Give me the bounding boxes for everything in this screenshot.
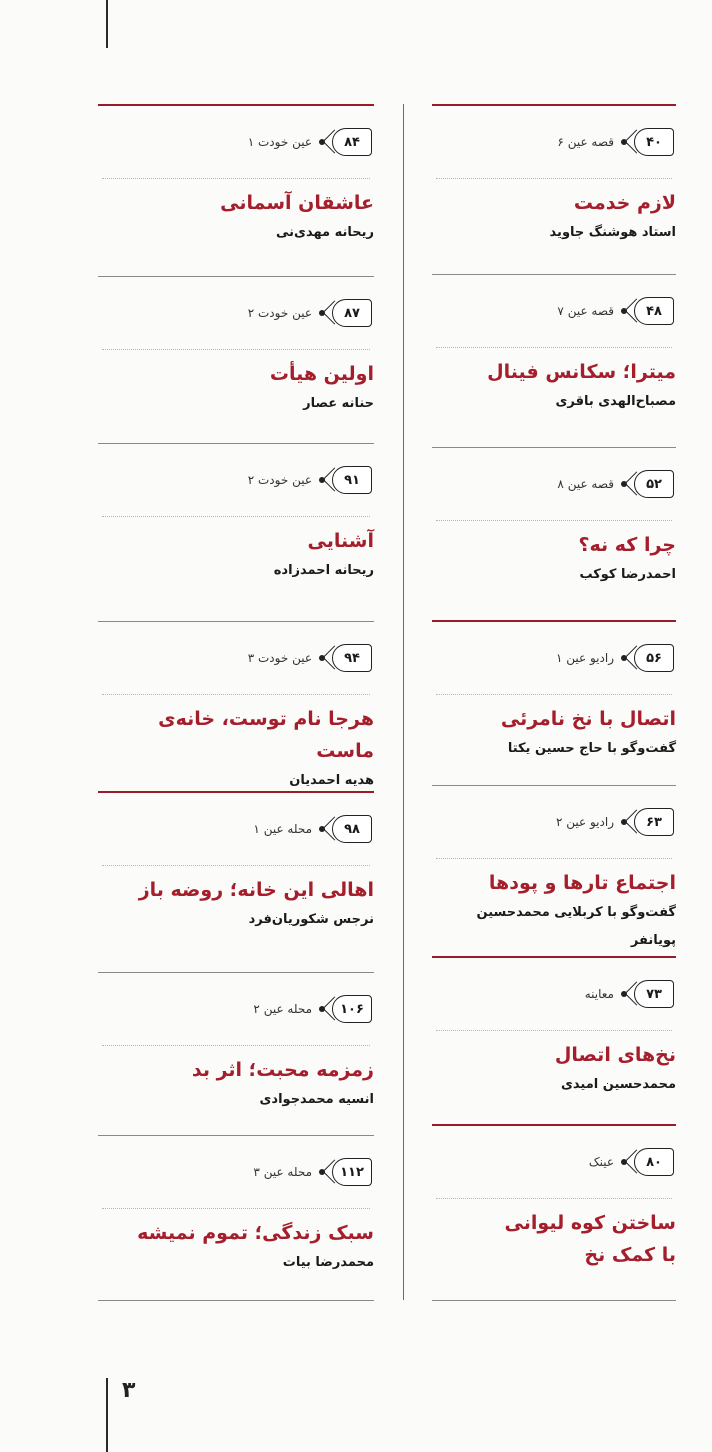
article-title[interactable]: اهالی این خانه؛ روضه باز bbox=[138, 879, 374, 901]
section-label: عین خودت ۱ bbox=[247, 135, 312, 149]
toc-entry[interactable] bbox=[432, 274, 676, 447]
page-number-text: ۱۱۲ bbox=[340, 1164, 364, 1180]
article-author: هدیه احمدیان bbox=[289, 773, 374, 788]
toc-entry[interactable] bbox=[432, 956, 676, 1124]
section-label: قصه عین ۸ bbox=[557, 477, 614, 491]
toc-entry[interactable] bbox=[98, 972, 374, 1135]
page-number-text: ۱۰۶ bbox=[340, 1001, 364, 1017]
bullet-icon bbox=[319, 1006, 325, 1012]
entry-meta bbox=[98, 277, 374, 349]
page-number-text: ۷۳ bbox=[646, 986, 662, 1002]
article-author: گفت‌وگو با حاج حسین یکتا bbox=[507, 741, 676, 756]
page-number-badge[interactable] bbox=[332, 995, 372, 1023]
page-number: ۳ bbox=[122, 1378, 136, 1403]
page-number-text: ۹۸ bbox=[344, 821, 360, 837]
page-number-badge[interactable] bbox=[332, 299, 372, 327]
article-title[interactable]: اولین هیأت bbox=[269, 363, 374, 385]
page-number-badge[interactable] bbox=[634, 1148, 674, 1176]
article-author: ریحانه مهدی‌نی bbox=[276, 225, 374, 240]
page-number-text: ۴۸ bbox=[646, 303, 662, 319]
article-title-line-2[interactable]: با کمک نخ bbox=[584, 1244, 676, 1266]
toc-entry[interactable] bbox=[98, 276, 374, 443]
entry-body bbox=[432, 1031, 676, 1099]
article-title[interactable]: نخ‌های اتصال bbox=[554, 1044, 676, 1066]
article-title[interactable]: اتصال با نخ نامرئی bbox=[500, 708, 676, 730]
article-title[interactable]: میترا؛ سکانس فینال bbox=[487, 361, 676, 383]
entry-body bbox=[432, 695, 676, 763]
page-number-text: ۸۷ bbox=[344, 305, 360, 321]
page-number-badge[interactable] bbox=[332, 1158, 372, 1186]
entry-meta bbox=[98, 444, 374, 516]
section-rule-end bbox=[432, 1300, 676, 1301]
section-label: قصه عین ۶ bbox=[557, 135, 614, 149]
toc-entry[interactable] bbox=[432, 104, 676, 274]
page-number-badge[interactable] bbox=[634, 808, 674, 836]
entry-body bbox=[432, 179, 676, 247]
article-title[interactable]: اجتماع تارها و پودها bbox=[488, 872, 676, 894]
article-title[interactable]: آشنایی bbox=[307, 530, 374, 552]
bullet-icon bbox=[621, 1159, 627, 1165]
spine-line-bottom bbox=[106, 1378, 108, 1452]
section-label: قصه عین ۷ bbox=[557, 304, 614, 318]
article-author: محمدرضا بیات bbox=[282, 1255, 374, 1270]
section-label: محله عین ۲ bbox=[253, 1002, 312, 1016]
article-author: ریحانه احمدزاده bbox=[273, 563, 374, 578]
article-author: انسیه محمدجوادی bbox=[259, 1092, 374, 1107]
toc-entry[interactable] bbox=[98, 443, 374, 621]
bullet-icon bbox=[621, 139, 627, 145]
entry-body bbox=[98, 1209, 374, 1277]
bullet-icon bbox=[319, 1169, 325, 1175]
section-label: عین خودت ۳ bbox=[247, 651, 312, 665]
article-author: گفت‌وگو با کربلایی محمدحسین پویانفر bbox=[476, 905, 676, 948]
article-author: نرجس شکوریان‌فرد bbox=[248, 912, 374, 927]
entry-body bbox=[432, 348, 676, 416]
article-author: مصباح‌الهدی باقری bbox=[555, 394, 676, 409]
section-label: عینک bbox=[588, 1155, 614, 1169]
entry-body bbox=[98, 179, 374, 247]
toc-entry[interactable] bbox=[432, 447, 676, 620]
page-number-badge[interactable] bbox=[332, 644, 372, 672]
toc-column-right bbox=[432, 104, 676, 1301]
section-label: معاینه bbox=[584, 987, 614, 1001]
article-title[interactable]: چرا که نه؟ bbox=[578, 534, 676, 556]
page-number-badge[interactable] bbox=[634, 470, 674, 498]
page-number-text: ۵۲ bbox=[646, 476, 662, 492]
entry-body bbox=[432, 521, 676, 589]
entry-meta bbox=[98, 973, 374, 1045]
toc-entry[interactable] bbox=[432, 785, 676, 956]
entry-body bbox=[98, 866, 374, 934]
column-divider bbox=[403, 104, 404, 1300]
toc-entry[interactable] bbox=[98, 791, 374, 972]
toc-entry[interactable] bbox=[432, 1124, 676, 1300]
bullet-icon bbox=[319, 310, 325, 316]
entry-meta bbox=[98, 793, 374, 865]
entry-body bbox=[432, 1199, 676, 1271]
entry-body bbox=[432, 859, 676, 955]
entry-meta bbox=[98, 106, 374, 178]
toc-column-left bbox=[98, 104, 374, 1301]
entry-meta bbox=[98, 1136, 374, 1208]
section-rule-end bbox=[98, 1300, 374, 1301]
article-title[interactable]: لازم خدمت bbox=[573, 192, 676, 214]
bullet-icon bbox=[319, 655, 325, 661]
bullet-icon bbox=[621, 655, 627, 661]
page-number-text: ۴۰ bbox=[646, 134, 662, 150]
section-label: رادیو عین ۲ bbox=[555, 815, 614, 829]
entry-meta bbox=[432, 275, 676, 347]
bullet-icon bbox=[319, 477, 325, 483]
article-title[interactable]: زمزمه محبت؛ اثر بد bbox=[191, 1059, 374, 1081]
article-author: استاد هوشنگ جاوید bbox=[549, 225, 676, 240]
section-label: محله عین ۱ bbox=[253, 822, 312, 836]
page-number-text: ۹۴ bbox=[344, 650, 360, 666]
page-number-text: ۸۰ bbox=[646, 1154, 662, 1170]
bullet-icon bbox=[319, 826, 325, 832]
page-number-badge[interactable] bbox=[634, 297, 674, 325]
section-label: محله عین ۳ bbox=[253, 1165, 312, 1179]
entry-meta bbox=[432, 106, 676, 178]
page-number-text: ۹۱ bbox=[344, 472, 360, 488]
page-number-badge[interactable] bbox=[634, 128, 674, 156]
entry-body bbox=[98, 517, 374, 585]
section-label: رادیو عین ۱ bbox=[555, 651, 614, 665]
toc-entry[interactable] bbox=[432, 620, 676, 785]
page-number-badge[interactable] bbox=[634, 980, 674, 1008]
article-author: احمدرضا کوکب bbox=[579, 567, 676, 582]
bullet-icon bbox=[621, 308, 627, 314]
entry-meta bbox=[432, 1126, 676, 1198]
toc-entry[interactable] bbox=[98, 621, 374, 791]
section-label: عین خودت ۲ bbox=[247, 473, 312, 487]
page-number-text: ۶۳ bbox=[646, 814, 662, 830]
entry-body bbox=[98, 350, 374, 418]
page-number-text: ۵۶ bbox=[646, 650, 662, 666]
entry-body bbox=[98, 1046, 374, 1114]
toc-entry[interactable] bbox=[98, 1135, 374, 1300]
page-number-badge[interactable] bbox=[332, 466, 372, 494]
bullet-icon bbox=[621, 481, 627, 487]
article-title[interactable]: هرجا نام توست، خانه‌ی ماست bbox=[158, 708, 374, 762]
entry-body bbox=[98, 695, 374, 795]
section-label: عین خودت ۲ bbox=[247, 306, 312, 320]
bullet-icon bbox=[319, 139, 325, 145]
page-number-badge[interactable] bbox=[332, 128, 372, 156]
article-author: حنانه عصار bbox=[303, 396, 374, 411]
page-number-badge[interactable] bbox=[332, 815, 372, 843]
article-title[interactable]: ساختن کوه لیوانی bbox=[504, 1212, 676, 1234]
page-number-badge[interactable] bbox=[634, 644, 674, 672]
bullet-icon bbox=[621, 991, 627, 997]
entry-meta bbox=[432, 786, 676, 858]
article-title[interactable]: سبک زندگی؛ تموم نمیشه bbox=[137, 1222, 374, 1244]
entry-meta bbox=[98, 622, 374, 694]
article-author: محمدحسین امیدی bbox=[560, 1077, 676, 1092]
entry-meta bbox=[432, 622, 676, 694]
bullet-icon bbox=[621, 819, 627, 825]
entry-meta bbox=[432, 958, 676, 1030]
spine-line-top bbox=[106, 0, 108, 48]
page-number-text: ۸۴ bbox=[344, 134, 360, 150]
toc-entry[interactable] bbox=[98, 104, 374, 276]
article-title[interactable]: عاشقان آسمانی bbox=[220, 192, 374, 214]
entry-meta bbox=[432, 448, 676, 520]
